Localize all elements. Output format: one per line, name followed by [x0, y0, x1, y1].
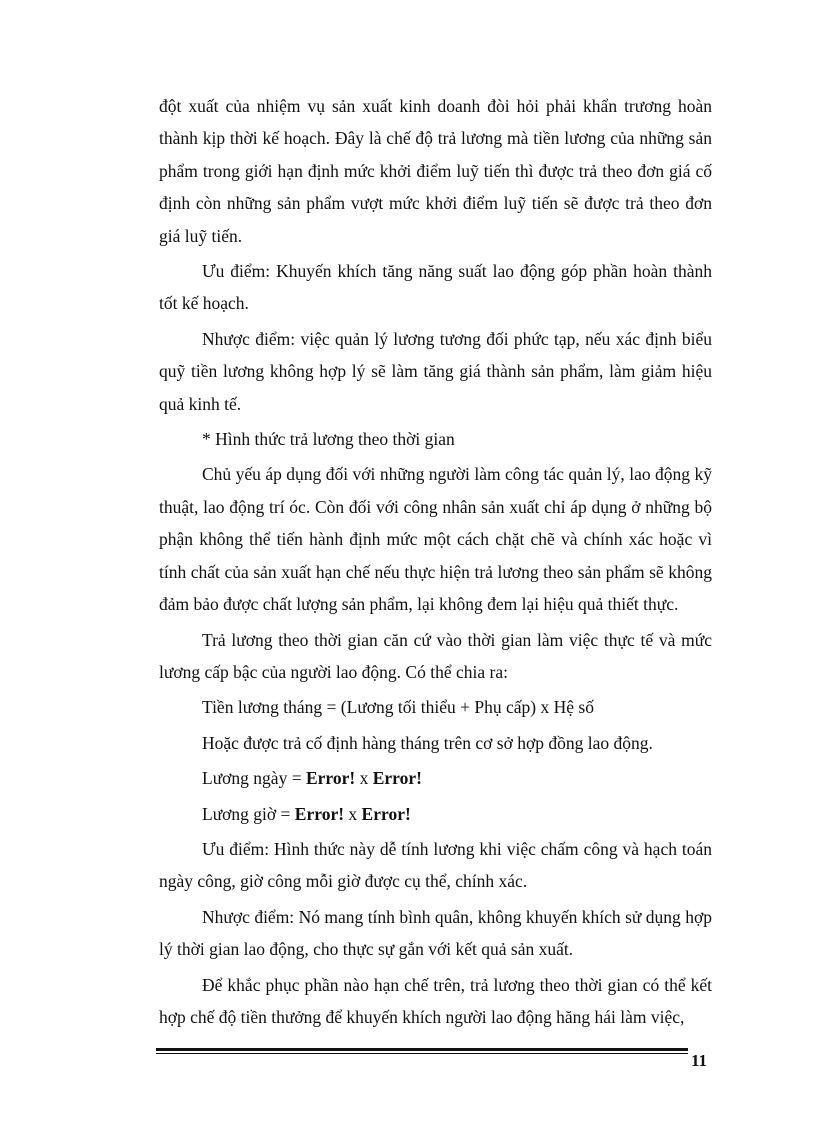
paragraph: Để khắc phục phần nào hạn chế trên, trả lương theo thời gian có thể kết hợp chế độ tiền thưởng để khuyến khích người lao động hăng hái làm việc, — [159, 974, 712, 1027]
error-field: Error! — [305, 768, 356, 789]
paragraph: Nhược điểm: việc quản lý lương tương đối phức tạp, nếu xác định biểu quỹ tiền lương không hợp lý sẽ làm tăng giá thành sản phẩm, làm giảm hiệu quả kinh tế. — [159, 328, 712, 414]
paragraph: Ưu điểm: Hình thức này dễ tính lương khi việc chấm công và hạch toán ngày công, giờ công mỗi giờ được cụ thể, chính xác. — [159, 838, 712, 892]
formula-hourly — [159, 798, 712, 830]
paragraph: Chủ yếu áp dụng đối với những người làm công tác quản lý, lao động kỹ thuật, lao động trí óc. Còn đối với công nhân sản xuất chỉ áp dụng ở những bộ phận không thể tiến hành định mức một cách chặt chẽ và chính xác hoặc vì tính chất của sản xuất hạn chế nếu thực hiện trả lương theo sản phẩm sẽ không đảm bảo được chất lượng sản phẩm, lại không đem lại hiệu quả thiết thực. — [159, 464, 712, 615]
paragraph: Nhược điểm: Nó mang tính bình quân, không khuyến khích sử dụng hợp lý thời gian lao động, cho thực sự gắn với kết quả sản xuất. — [159, 906, 712, 960]
formula-monthly: Tiền lương tháng = (Lương tối thiểu + Phụ cấp) x Hệ số — [202, 697, 594, 718]
error-field: Error! — [372, 768, 422, 789]
formula-label: Lương giờ = — [202, 803, 295, 824]
paragraph: đột xuất của nhiệm vụ sản xuất kinh doanh đòi hỏi phải khẩn trương hoàn thành kịp thời kế hoạch. Đây là chế độ trả lương mà tiền lương của những sản phẩm trong giới hạn định mức khởi điểm luỹ tiến thì được trả theo đơn giá cố định còn những sản phẩm vượt mức khởi điểm luỹ tiến sẽ được trả theo đơn giá luỹ tiến. — [159, 96, 712, 246]
paragraph: Ưu điểm: Khuyến khích tăng năng suất lao động góp phần hoàn thành tốt kế hoạch. — [159, 261, 712, 314]
formula-operator: x — [344, 803, 362, 824]
error-field: Error! — [361, 803, 411, 824]
error-field: Error! — [294, 803, 345, 824]
formula-daily — [159, 762, 712, 794]
footer-rule-thin — [156, 1053, 688, 1054]
body-text — [159, 90, 712, 1036]
formula-label: Lương ngày = — [202, 768, 306, 789]
footer-rule — [156, 1048, 688, 1051]
formula-operator: x — [355, 768, 373, 789]
page-number: 11 — [691, 1051, 708, 1070]
section-heading: * Hình thức trả lương theo thời gian — [202, 429, 455, 450]
paragraph: Hoặc được trả cố định hàng tháng trên cơ sở hợp đồng lao động. — [202, 732, 653, 753]
paragraph: Trả lương theo thời gian căn cứ vào thời gian làm việc thực tế và mức lương cấp bậc của người lao động. Có thể chia ra: — [159, 629, 712, 682]
